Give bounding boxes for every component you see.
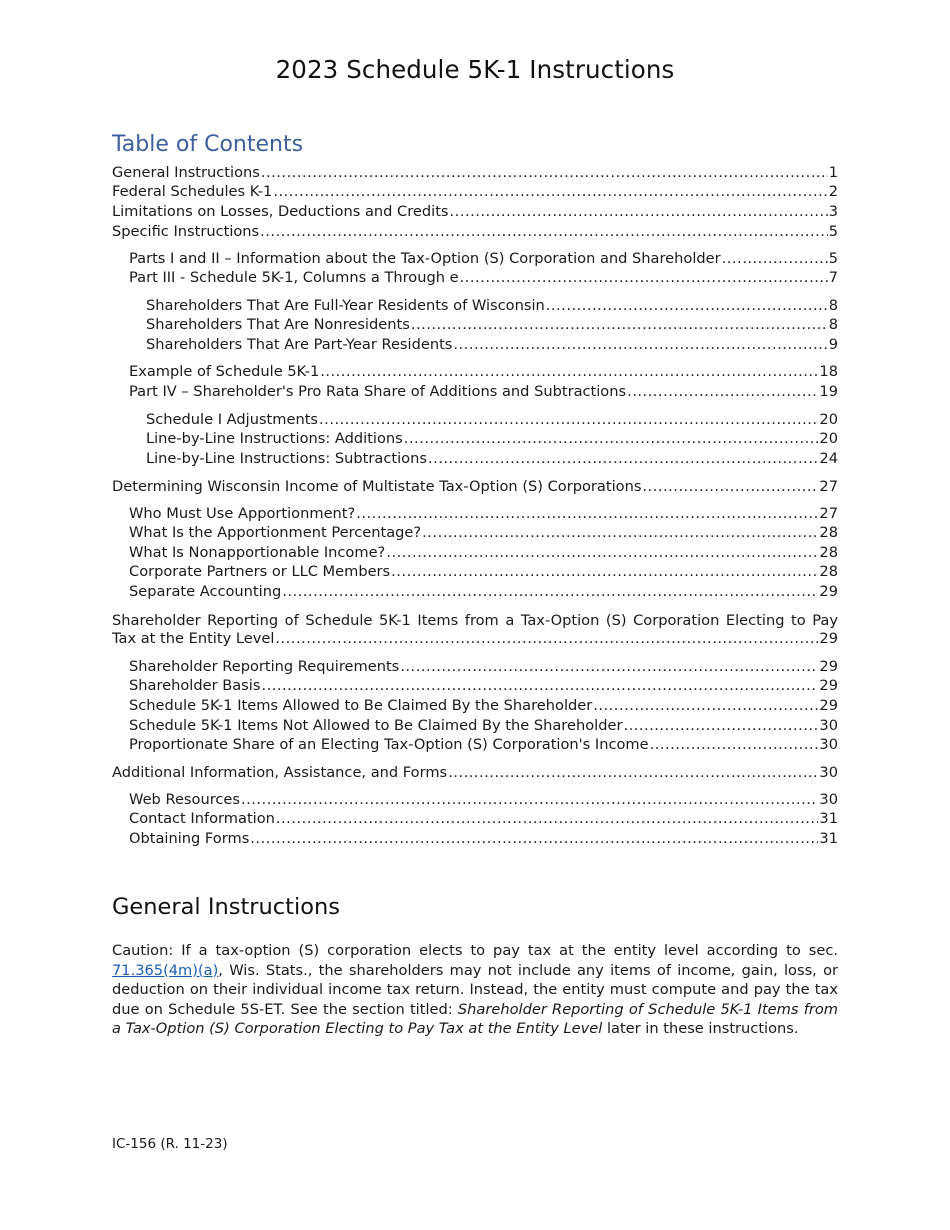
toc-entry-page: 5 — [828, 250, 838, 267]
toc-entry[interactable] — [129, 583, 838, 602]
toc-entry-page: 18 — [819, 363, 838, 380]
caution-label: Caution: — [112, 942, 174, 959]
section-heading: General Instructions — [112, 894, 340, 920]
toc-entry[interactable] — [129, 269, 838, 288]
toc-entry-text: Part III - Schedule 5K-1, Columns a Through e — [129, 269, 459, 286]
toc-entry-text: What Is Nonapportionable Income? — [129, 544, 386, 561]
toc-entry-page: 7 — [828, 269, 838, 286]
toc-entry-text: Web Resources — [129, 791, 240, 808]
toc-entry-text: Parts I and II – Information about the Tax-Option (S) Corporation and Shareholder — [129, 250, 721, 267]
toc-entry-text: Corporate Partners or LLC Members — [129, 563, 391, 580]
caution-text-3: later in these instructions. — [602, 1020, 799, 1038]
toc-entry-text: Line-by-Line Instructions: Subtractions — [146, 450, 427, 467]
toc-entry-text: Obtaining Forms — [129, 830, 250, 847]
toc-entry-page: 29 — [819, 697, 838, 714]
toc-entry-page: 8 — [828, 316, 838, 333]
toc-entry[interactable] — [129, 736, 838, 755]
toc-entry-page: 29 — [819, 677, 838, 694]
toc-entry-page: 20 — [819, 430, 838, 447]
toc-entry[interactable] — [129, 658, 838, 677]
toc-entry[interactable] — [112, 223, 838, 242]
toc-entry[interactable] — [129, 697, 838, 716]
form-id-footer: IC-156 (R. 11-23) — [112, 1136, 228, 1152]
toc-entry[interactable] — [146, 450, 838, 469]
toc-entry[interactable] — [129, 250, 838, 269]
toc-entry-page: 20 — [819, 411, 838, 428]
toc-entry-text: Schedule I Adjustments — [146, 411, 319, 428]
toc-entry[interactable] — [129, 563, 838, 582]
toc-entry[interactable] — [146, 411, 838, 430]
toc-entry[interactable] — [146, 297, 838, 316]
toc-heading: Table of Contents — [112, 132, 304, 157]
toc-entry-text: Line-by-Line Instructions: Additions — [146, 430, 403, 447]
toc-entry[interactable] — [146, 336, 838, 355]
toc-entry-text: Shareholder Reporting Requirements — [129, 658, 400, 675]
caution-text-1: If a tax-option (S) corporation elects to pay tax at the entity level according to sec. — [173, 942, 838, 959]
toc-entry-page: 5 — [828, 223, 838, 240]
toc-entry-text: Shareholders That Are Part-Year Residents — [146, 336, 453, 353]
toc-entry-page: 27 — [819, 505, 838, 522]
toc-entry-page: 30 — [819, 791, 838, 808]
toc-entry-page: 29 — [819, 583, 838, 600]
toc-entry[interactable] — [129, 505, 838, 524]
toc-entry-page: 1 — [828, 164, 838, 181]
toc-entry-page: 31 — [819, 830, 838, 847]
toc-entry-text: What Is the Apportionment Percentage? — [129, 524, 422, 541]
toc-entry-page: 29 — [819, 658, 838, 675]
toc-entry-page: 29 — [819, 630, 838, 647]
toc-entry[interactable] — [112, 183, 838, 202]
toc-entry[interactable] — [129, 810, 838, 829]
toc-entry-page: 3 — [828, 203, 838, 220]
section-reference: Shareholder Reporting of Schedule 5K-1 Items from a Tax-Option (S) Corporation Electing to Pay Tax at the Entity Level — [112, 1000, 838, 1038]
toc-entry-wrapped-line1[interactable]: Shareholder Reporting of Schedule 5K-1 Items from a Tax-Option (S) Corporation Electing to Pay — [112, 612, 838, 629]
toc-entry-text: Who Must Use Apportionment? — [129, 505, 356, 522]
toc-entry-text: Federal Schedules K-1 — [112, 183, 273, 200]
toc-entry[interactable] — [129, 717, 838, 736]
toc-entry[interactable] — [112, 764, 838, 783]
toc-entry-text: General Instructions — [112, 164, 260, 181]
toc-entry-text: Determining Wisconsin Income of Multistate Tax-Option (S) Corporations — [112, 478, 642, 495]
toc-entry-page: 30 — [819, 764, 838, 781]
toc-entry[interactable] — [112, 203, 838, 222]
toc-entry[interactable] — [129, 524, 838, 543]
toc-entry[interactable] — [129, 363, 838, 382]
toc-entry-page: 8 — [828, 297, 838, 314]
toc-entry-text: Separate Accounting — [129, 583, 282, 600]
toc-entry[interactable] — [129, 791, 838, 810]
statute-link[interactable]: 71.365(4m)(a) — [112, 961, 219, 979]
toc-entry-page: 19 — [819, 383, 838, 400]
toc-entry-text: Limitations on Losses, Deductions and Credits — [112, 203, 449, 220]
toc-entry-text: Example of Schedule 5K-1 — [129, 363, 320, 380]
toc-entry[interactable] — [129, 544, 838, 563]
toc-entry-text: Shareholder Basis — [129, 677, 261, 694]
toc-entry-text: Additional Information, Assistance, and Forms — [112, 764, 448, 781]
toc-entry[interactable] — [129, 830, 838, 849]
toc-entry-page: 24 — [819, 450, 838, 467]
toc-entry[interactable] — [146, 316, 838, 335]
caution-paragraph — [112, 941, 838, 1039]
toc-entry-text: Shareholders That Are Full-Year Residents of Wisconsin — [146, 297, 545, 314]
toc-entry-page: 2 — [828, 183, 838, 200]
toc-entry-page: 28 — [819, 544, 838, 561]
toc-entry-text: Tax at the Entity Level — [112, 630, 275, 647]
toc-entry-page: 30 — [819, 736, 838, 753]
toc-entry[interactable] — [112, 164, 838, 183]
document-title: 2023 Schedule 5K-1 Instructions — [275, 55, 675, 84]
toc-entry-text: Specific Instructions — [112, 223, 260, 240]
toc-entry[interactable] — [112, 630, 838, 649]
toc-entry-page: 30 — [819, 717, 838, 734]
toc-entry-text: Schedule 5K-1 Items Not Allowed to Be Claimed By the Shareholder — [129, 717, 623, 734]
toc-entry-text: Proportionate Share of an Electing Tax-Option (S) Corporation's Income — [129, 736, 649, 753]
caution-text-2: , Wis. Stats., the shareholders may not include any items of income, gain, loss, or deduction on their individual income tax return. Instead, the entity must compute and pay the tax due on Schedule 5S-ET. See the section titled: — [112, 961, 838, 1018]
toc-entry-page: 27 — [819, 478, 838, 495]
toc-entry-text: Part IV – Shareholder's Pro Rata Share of Additions and Subtractions — [129, 383, 627, 400]
toc-entry-page: 31 — [819, 810, 838, 827]
toc-entry-page: 28 — [819, 524, 838, 541]
toc-entry[interactable] — [129, 677, 838, 696]
toc-entry-page: 9 — [828, 336, 838, 353]
toc-entry-text: Shareholders That Are Nonresidents — [146, 316, 410, 333]
toc-entry[interactable] — [146, 430, 838, 449]
toc-entry[interactable] — [129, 383, 838, 402]
toc-entry-page: 28 — [819, 563, 838, 580]
toc-entry[interactable] — [112, 478, 838, 497]
toc-entry-text: Contact Information — [129, 810, 275, 827]
toc-entry-text: Schedule 5K-1 Items Allowed to Be Claimed By the Shareholder — [129, 697, 593, 714]
